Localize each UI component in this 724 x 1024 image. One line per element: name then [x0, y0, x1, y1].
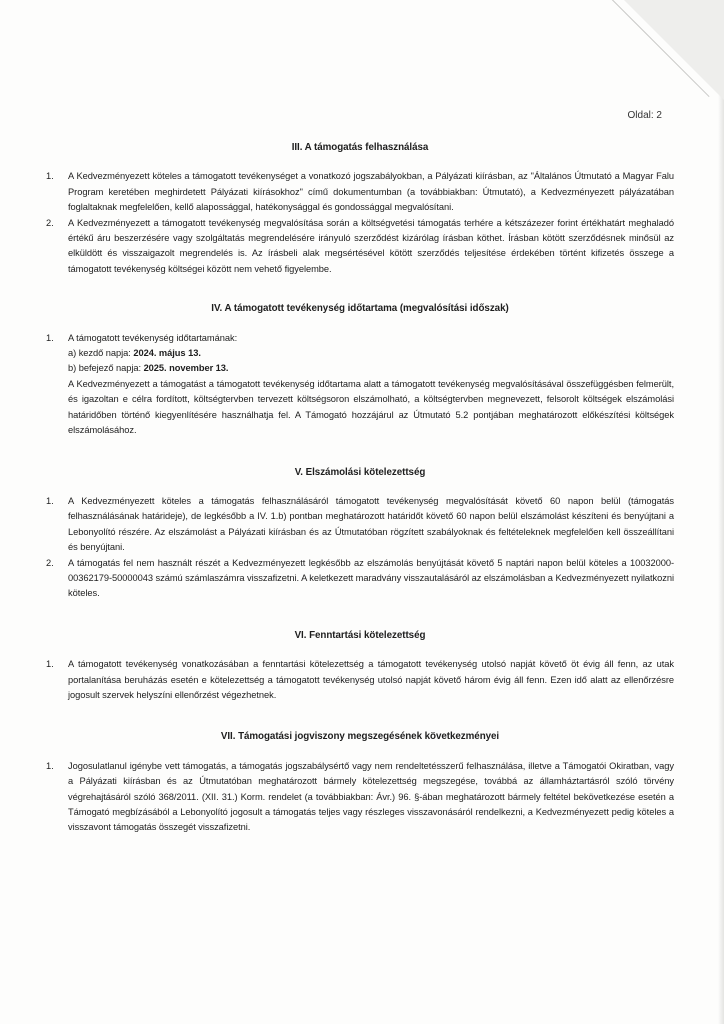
start-date: 2024. május 13.: [133, 348, 201, 359]
list-item: [46, 657, 674, 703]
list-item: [46, 556, 674, 602]
section-iii-list: [46, 169, 674, 277]
list-item: [46, 494, 674, 556]
item-number: 1.: [46, 332, 54, 343]
item-number: 2.: [46, 217, 54, 228]
end-date: 2025. november 13.: [143, 363, 229, 374]
section-iv-title: IV. A támogatott tevékenység időtartama (megvalósítási időszak): [211, 303, 509, 315]
document-body: [46, 140, 674, 836]
item-text: Jogosulatlanul igénybe vett támogatás, a támogatás jogszabálysértő vagy nem rendeltetésszerű felhasználása, illetve a Támogatói Okiratban, vagy a Pályázati kiírásban és az Útmutatóban meghatározott bármely kötelezettség megszegése, továbbá az államháztartásról szóló törvény végrehajtásáról szóló 368/2011. (XII. 31.) Korm. rendelet (a továbbiakban: Ávr.) 96. §-ában meghatározott bármely feltétel bekövetkezése esetén a Támogató megbízásából a Lebonyolító jogosult a támogatás teljes vagy részleges visszavonásáról rendelkezni, a Kedvezményezett pedig köteles a visszavont támogatás összegét visszafizetni.: [68, 760, 674, 833]
item-number: 1.: [46, 659, 54, 670]
item-number: 2.: [46, 557, 54, 568]
folded-corner: [624, 0, 724, 100]
end-label: b) befejező napja:: [68, 363, 142, 374]
item-number: 1.: [46, 760, 54, 771]
scan-edge-shadow: [718, 0, 724, 1024]
section-iii-title: III. A támogatás felhasználása: [291, 142, 429, 153]
section-vi-title: VI. Fenntartási kötelezettség: [294, 629, 426, 641]
item-text: A Kedvezményezett köteles a támogatás felhasználásáról támogatott tevékenység megvalósítását követő 60 napon belül (támogatás felhasználásának határideje), de legkésőbb a IV. 1.b) pontban meghatározott határidőt követő 60 napon belül elszámolást készíteni és benyújtani a Lebonyolító részére. Az elszámolást a Pályázati kiírásban és az Útmutatóban rögzített szabályoknak és feltételeknek megfelelően kell összeállítani és benyújtani.: [68, 495, 674, 553]
section-vii-title: VII. Támogatási jogviszony megszegésének következményei: [220, 731, 500, 743]
item-text: A Kedvezményezett köteles a támogatott tevékenységet a vonatkozó jogszabályokban, a Pályázati kiírásban, az "Általános Útmutató a Magyar Falu Program keretében meghirdetett Pályázati kiírásokhoz" című dokumentumban (a továbbiakban: Útmutató), a Kedvezményezett pályázatában foglaltaknak megfelelően, kellő alapossággal, hatékonysággal és gondossággal megvalósítani.: [68, 171, 674, 213]
list-item: [46, 331, 674, 439]
section-vii-list: [46, 759, 674, 836]
item-number: 1.: [46, 495, 54, 506]
section-v-title: V. Elszámolási kötelezettség: [294, 466, 426, 478]
item-text: A támogatott tevékenység vonatkozásában a fenntartási kötelezettség a támogatott tevékenység utolsó napját követő öt évig áll fenn, az utak portalanítása beruházás esetén e kötelezettség a támogatott tevékenység utolsó napját követő három évig áll fenn. Ezen idő alatt az ellenőrzésre jogosult szervek helyszíni ellenőrzést végezhetnek.: [68, 659, 674, 700]
page-number: Oldal: 2: [627, 110, 662, 121]
item-text: A támogatás fel nem használt részét a Kedvezményezett legkésőbb az elszámolás benyújtását követő 5 naptári napon belül köteles a 10032000-00362179-50000043 számú számlaszámra visszafizetni. A keletkezett maradvány visszautalásáról az elszámolásban a Kedvezményezett nyilatkozni köteles.: [68, 557, 674, 599]
list-item: [46, 216, 674, 278]
list-item: [46, 169, 674, 215]
start-label: a) kezdő napja:: [68, 348, 131, 359]
item-text: A Kedvezményezett a támogatott tevékenység megvalósítása során a költségvetési támogatás terhére a kétszázezer forint értékhatárt meghaladó értékű áru beszerzésére vagy szolgáltatás megrendelésére irányuló szerződést kizárólag írásban köthet. Írásban kötött szerződésnek minősül az elküldött és visszaigazolt megrendelés is. Az írásbeli alak megsértésével kötött szerződés teljesítése érdekében történt kifizetés összege a támogatott tevékenység költségei között nem vehető figyelembe.: [68, 217, 674, 274]
section-iv-list: [46, 331, 674, 439]
item-number: 1.: [46, 171, 54, 182]
period-start: [68, 346, 674, 361]
period-end: [68, 361, 674, 376]
period-intro: A támogatott tevékenység időtartamának:: [68, 332, 238, 343]
section-vi-list: [46, 657, 674, 703]
period-body: A Kedvezményezett a támogatást a támogatott tevékenység időtartama alatt a támogatott tevékenység megvalósításával összefüggésben felmerült, és igazoltan e célra fordított, költségtervben tervezett költségsoron elszámolható, a költségtervben megnevezett, felsorolt költségek elszámolási határidőben történő kiegyenlítésére használhatja fel. A Támogató hozzájárul az Útmutató 5.2 pontjában meghatározott előkészítési költségek elszámolásához.: [68, 378, 674, 436]
list-item: [46, 759, 674, 836]
section-v-list: [46, 494, 674, 602]
